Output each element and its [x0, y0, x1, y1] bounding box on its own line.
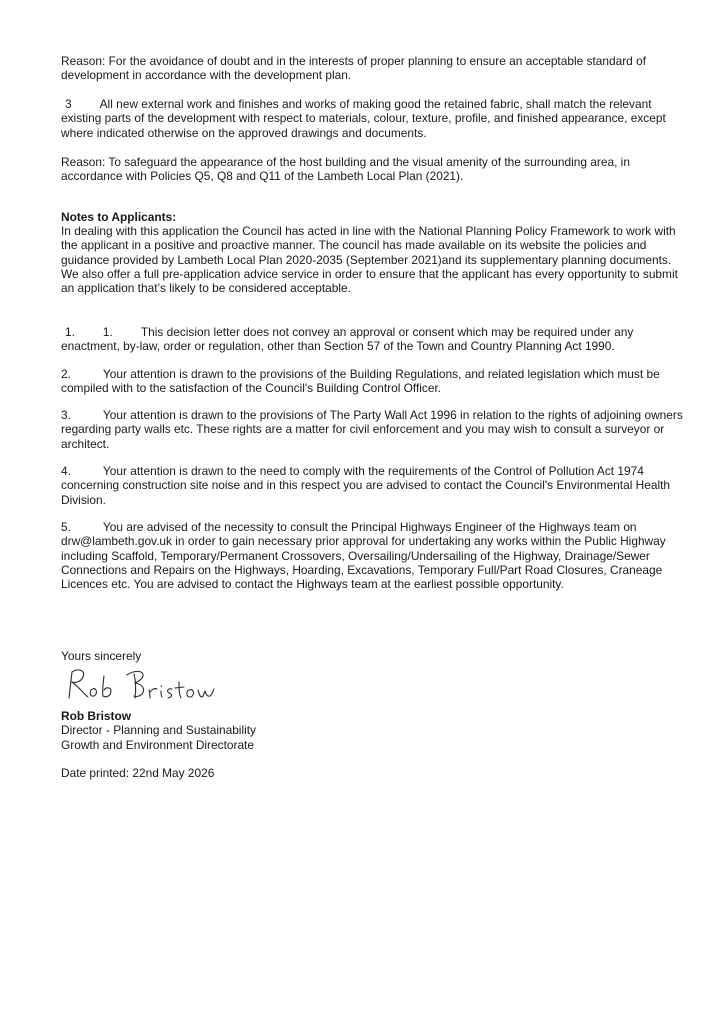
note-item-4-number: 4. — [61, 464, 71, 478]
closing-line: Yours sincerely — [61, 649, 142, 663]
condition-3-number: 3 — [65, 97, 72, 111]
condition-3-text: All new external work and finishes and works of making good the retained fabric, shall match the relevant existing parts of the development with respect to materials, colour, texture, profile, and finished appearance, except where indicated otherwise on the approved drawings and documents. — [61, 97, 666, 140]
note-item-1-sub-number: 1. — [102, 325, 113, 339]
signatory-details — [61, 709, 461, 780]
signatory-directorate: Growth and Environment Directorate — [61, 737, 254, 752]
note-item-1 — [61, 325, 686, 354]
signoff-block — [61, 649, 461, 663]
handwritten-signature — [64, 664, 234, 706]
note-item-2-number: 2. — [61, 367, 71, 381]
note-item-5 — [61, 520, 686, 591]
signatory-title: Director - Planning and Sustainability — [61, 723, 256, 738]
note-item-3 — [61, 408, 686, 451]
note-item-1-number: 1. — [65, 325, 75, 339]
reason-condition-2: Reason: For the avoidance of doubt and in the interests of proper planning to ensure an acceptable standard of development in accordance with the development plan. — [61, 54, 647, 83]
note-item-4 — [61, 464, 686, 507]
condition-3 — [61, 97, 686, 140]
note-item-4-text: Your attention is drawn to the need to comply with the requirements of the Control of Pollution Act 1974 concerning construction site noise and in this respect you are advised to contact the Council's Environmental Health Division. — [61, 464, 671, 507]
signatory-name: Rob Bristow — [61, 709, 132, 723]
date-printed: Date printed: 22nd May 2026 — [61, 765, 215, 780]
notes-intro: In dealing with this application the Council has acted in line with the National Planning Policy Framework to work with the applicant in a positive and proactive manner. The council has made available on its website the policies and guidance provided by Lambeth Local Plan 2020-2035 (September 2021)and its supplementary planning documents. We also offer a full pre-application advice service in order to ensure that the applicant has every opportunity to submit an application that’s likely to be considered acceptable. — [61, 224, 678, 296]
note-item-5-text: You are advised of the necessity to consult the Principal Highways Engineer of the Highways team on drw@lambeth.gov.uk in order to gain necessary prior approval for undertaking any works within the Public Highway including Scaffold, Temporary/Permanent Crossovers, Oversailing/Undersailing of the Highway, Drainage/Sewer Connections and Repairs on the Highways, Hoarding, Excavations, Temporary Full/Part Road Closures, Craneage Licences etc. You are advised to contact the Highways team at the earliest possible opportunity. — [61, 520, 666, 592]
reason-condition-3: Reason: To safeguard the appearance of the host building and the visual amenity of the surrounding area, in accordance with Policies Q5, Q8 and Q11 of the Lambeth Local Plan (2021). — [61, 155, 630, 184]
notes-heading: Notes to Applicants: — [61, 210, 177, 224]
note-item-3-number: 3. — [61, 408, 71, 422]
note-item-2-text: Your attention is drawn to the provisions of the Building Regulations, and related legislation which must be compiled with to the satisfaction of the Council's Building Control Officer. — [61, 367, 660, 396]
note-item-2 — [61, 367, 686, 396]
note-item-3-text: Your attention is drawn to the provisions of The Party Wall Act 1996 in relation to the rights of adjoining owners regarding party walls etc. These rights are a matter for civil enforcement and you may wish to consult a surveyor or architect. — [61, 408, 683, 451]
note-item-1-text: This decision letter does not convey an approval or consent which may be required under any enactment, by-law, order or regulation, other than Section 57 of the Town and Country Planning Act 1990. — [61, 325, 634, 354]
note-item-5-number: 5. — [61, 520, 71, 534]
